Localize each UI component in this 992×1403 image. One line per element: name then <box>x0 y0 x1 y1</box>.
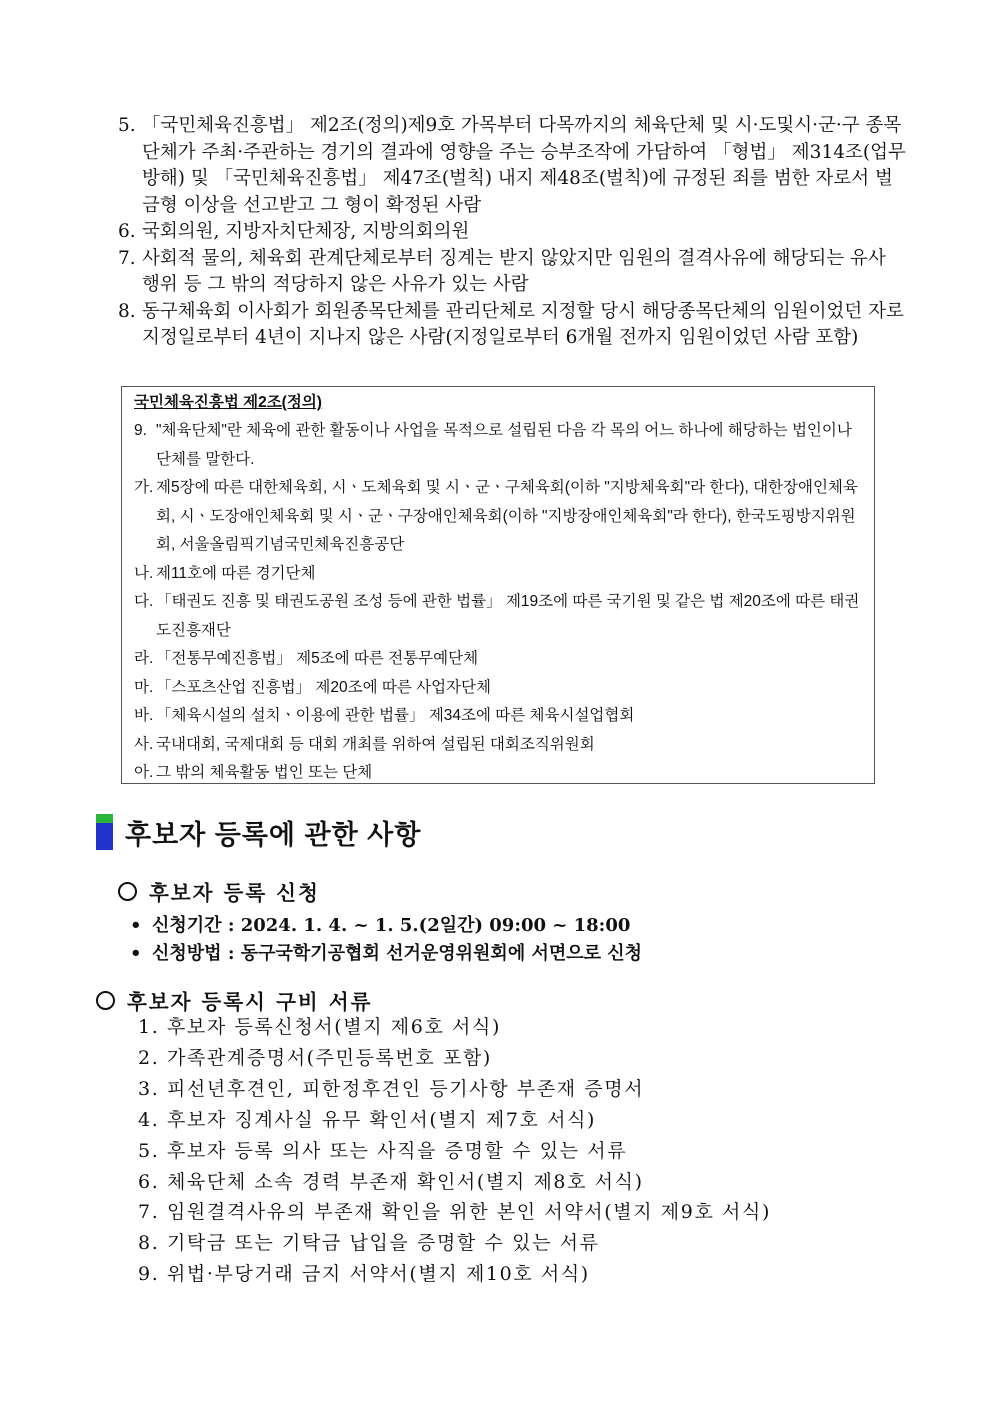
list-item: 8. 기탁금 또는 기탁금 납입을 증명할 수 있는 서류 <box>138 1232 600 1255</box>
circle-bullet-icon <box>118 882 137 901</box>
definition-box-title: 국민체육진흥법 제2조(정의) <box>134 394 322 411</box>
definition-line: 바. 「체육시설의 설치ㆍ이용에 관한 법률」 제34조에 따른 체육시설업협회 <box>134 707 635 724</box>
registration-details <box>130 912 642 968</box>
dot-bullet-icon: • <box>130 915 142 936</box>
documents-list <box>138 1012 771 1290</box>
list-item: 5. 「국민체육진흥법」 제2조(정의)제9호 가목부터 다목까지의 체육단체 및 시·도및시·군·구 종목단체가 주최·주관하는 경기의 결과에 영향을 주는 승부조작에 가담하여 「형법」 제314조(업무방해) 및 「국민체육진흥법」 제47조(벌칙) 내지 제48조(벌칙)에 규정된 죄를 범한 자로서 벌금형 이상을 선고받고 그 형이 확정된 사람 <box>118 115 906 216</box>
definition-line: 9. "체육단체"란 체육에 관한 활동이나 사업을 목적으로 설립된 다음 각 목의 어느 하나에 해당하는 법인이나 단체를 말한다. <box>134 422 852 468</box>
list-item: 7. 사회적 물의, 체육회 관계단체로부터 징계는 받지 않았지만 임원의 결격사유에 해당되는 유사 행위 등 그 밖의 적당하지 않은 사유가 있는 사람 <box>118 247 886 295</box>
dot-bullet-icon: • <box>130 943 142 964</box>
list-item: • 신청기간 : 2024. 1. 4. ~ 1. 5.(2일간) 09:00 ~ 18:00 <box>130 912 642 940</box>
list-item: 6. 국회의원, 지방자치단체장, 지방의회의원 <box>118 221 470 242</box>
list-item: • 신청방법 : 동구국학기공협회 선거운영위원회에 서면으로 신청 <box>130 940 642 968</box>
definition-box <box>121 386 875 784</box>
section-marker-icon <box>96 814 113 850</box>
list-item: 3. 피선년후견인, 피한정후견인 등기사항 부존재 증명서 <box>138 1077 645 1100</box>
documents-heading <box>96 985 372 1015</box>
definition-line: 라. 「전통무예진흥법」 제5조에 따른 전통무예단체 <box>134 650 479 667</box>
list-item: 8. 동구체육회 이사회가 회원종목단체를 관리단체로 지정할 당시 해당종목단체의 임원이었던 자로 지정일로부터 4년이 지나지 않은 사람(지정일로부터 6개월 전까지 임원이었던 사람 포함) <box>118 300 904 348</box>
list-item: 1. 후보자 등록신청서(별지 제6호 서식) <box>138 1016 501 1038</box>
documents-title: 후보자 등록시 구비 서류 <box>127 990 373 1014</box>
definition-line: 마. 「스포츠산업 진흥법」 제20조에 따른 사업자단체 <box>134 678 491 696</box>
list-item: 2. 가족관계증명서(주민등록번호 포함) <box>138 1046 492 1069</box>
list-item: 5. 후보자 등록 의사 또는 사직을 증명할 수 있는 서류 <box>138 1139 628 1162</box>
registration-title: 후보자 등록 신청 <box>149 881 320 905</box>
definition-line: 가. 제5장에 따른 대한체육회, 시ㆍ도체육회 및 시ㆍ군ㆍ구체육회(이하 "지방체육회"라 한다), 대한장애인체육회, 시ㆍ도장애인체육회 및 시ㆍ군ㆍ구장애인체육회(이하 "지방장애인체육회"라 한다), 한국도핑방지위원회, 서울올림픽기념국민체육진흥공단 <box>134 479 858 553</box>
disqualification-list <box>118 113 908 352</box>
section-title: 후보자 등록에 관한 사항 <box>125 819 422 850</box>
section-heading <box>96 812 421 852</box>
list-item: 7. 임원결격사유의 부존재 확인을 위한 본인 서약서(별지 제9호 서식) <box>138 1201 771 1224</box>
list-item: 9. 위법·부당거래 금지 서약서(별지 제10호 서식) <box>138 1263 590 1286</box>
list-item: 6. 체육단체 소속 경력 부존재 확인서(별지 제8호 서식) <box>138 1170 644 1193</box>
registration-heading <box>118 876 320 906</box>
definition-line: 다. 「태권도 진흥 및 태권도공원 조성 등에 관한 법률」 제19조에 따른 국기원 및 같은 법 제20조에 따른 태권도진흥재단 <box>134 593 860 639</box>
definition-line: 사. 국내대회, 국제대회 등 대회 개최를 위하여 설립된 대회조직위원회 <box>134 735 595 753</box>
definition-line: 나. 제11호에 따른 경기단체 <box>134 564 316 582</box>
definition-line: 아. 그 밖의 체육활동 법인 또는 단체 <box>134 764 373 781</box>
circle-bullet-icon <box>96 991 115 1010</box>
list-item: 4. 후보자 징계사실 유무 확인서(별지 제7호 서식) <box>138 1108 597 1131</box>
